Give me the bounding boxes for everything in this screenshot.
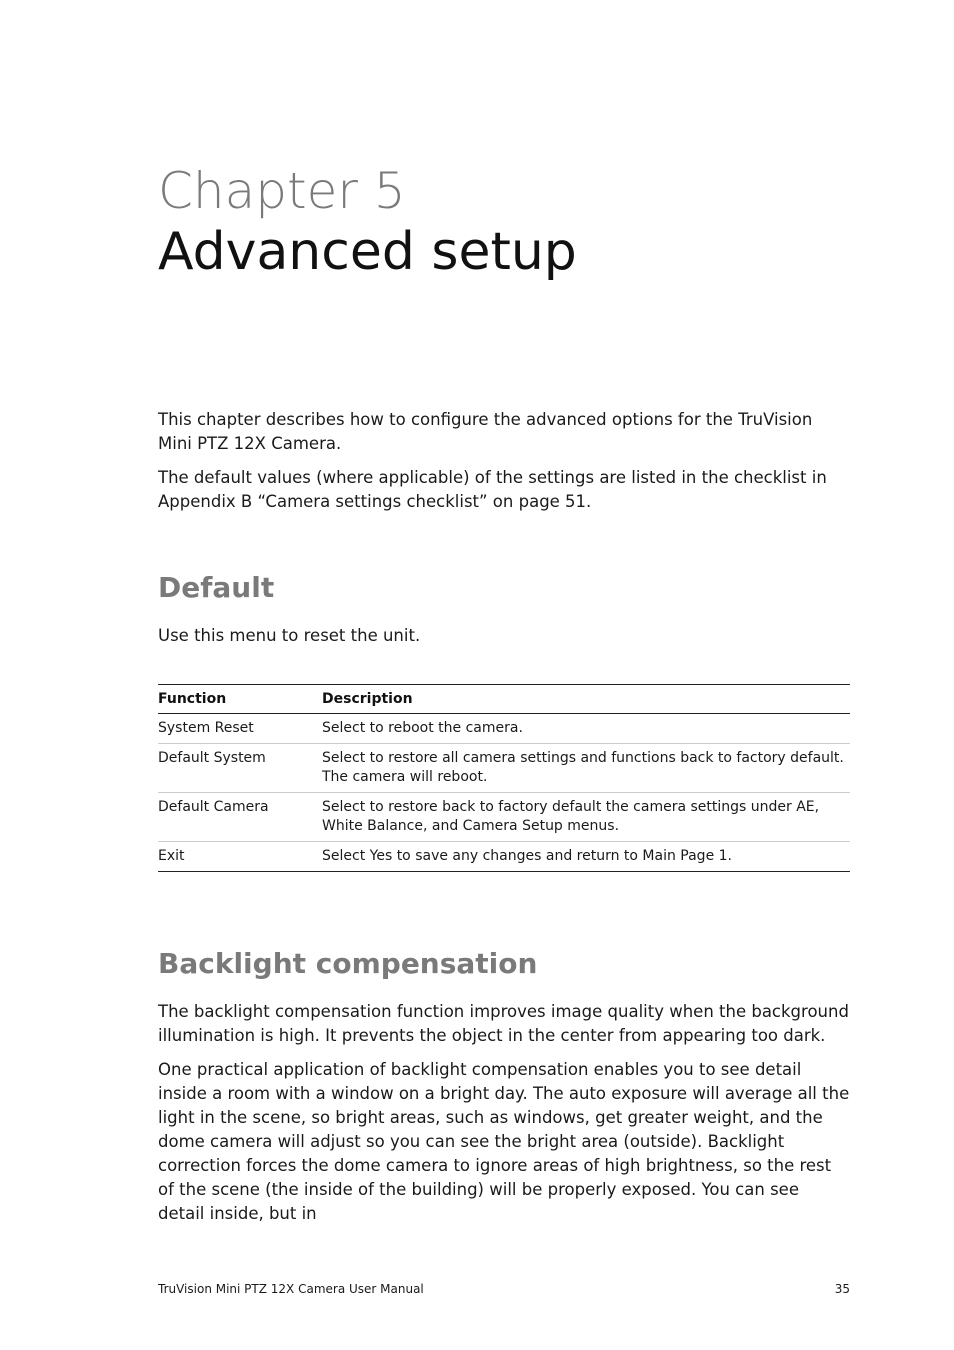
- table-header-function: Function: [158, 685, 322, 714]
- table-cell-description: Select to reboot the camera.: [322, 714, 850, 744]
- page-footer: [158, 1282, 850, 1296]
- table-row: [158, 744, 850, 793]
- default-section: [158, 570, 850, 658]
- table-cell-description: Select Yes to save any changes and return to Main Page 1.: [322, 842, 850, 872]
- chapter-title: Advanced setup: [158, 222, 577, 282]
- default-text: Use this menu to reset the unit.: [158, 626, 421, 645]
- table-cell-description: Select to restore back to factory default the camera settings under AE, White Balance, and Camera Setup menus.: [322, 793, 850, 842]
- table-cell-function: Default Camera: [158, 793, 322, 842]
- footer-page-number: 35: [834, 1282, 850, 1296]
- chapter-number: Chapter 5: [158, 162, 406, 220]
- intro-section: [158, 408, 850, 524]
- table-row: [158, 714, 850, 744]
- default-function-table: [158, 684, 850, 872]
- table-header-description: Description: [322, 685, 850, 714]
- default-heading: Default: [158, 571, 275, 604]
- backlight-section: [158, 946, 850, 1236]
- backlight-heading: Backlight compensation: [158, 947, 538, 980]
- table-row: [158, 793, 850, 842]
- table-row: [158, 842, 850, 872]
- backlight-paragraph: The backlight compensation function improves image quality when the background illumination is high. It prevents the object in the center from appearing too dark.: [158, 1002, 849, 1045]
- table-cell-function: Exit: [158, 842, 322, 872]
- intro-paragraph: This chapter describes how to configure the advanced options for the TruVision Mini PTZ 12X Camera.: [158, 410, 813, 453]
- table-cell-description: Select to restore all camera settings and functions back to factory default. The camera will reboot.: [322, 744, 850, 793]
- table-header-row: [158, 685, 850, 714]
- table-cell-function: System Reset: [158, 714, 322, 744]
- intro-paragraph: The default values (where applicable) of the settings are listed in the checklist in Appendix B “Camera settings checklist” on page 51.: [158, 468, 827, 511]
- table-cell-function: Default System: [158, 744, 322, 793]
- backlight-paragraph: One practical application of backlight compensation enables you to see detail inside a room with a window on a bright day. The auto exposure will average all the light in the scene, so bright areas, such as windows, get greater weight, and the dome camera will adjust so you can see the bright area (outside). Backlight correction forces the dome camera to ignore areas of high brightness, so the rest of the scene (the inside of the building) will be properly exposed. You can see detail inside, but in: [158, 1060, 850, 1223]
- footer-manual-title: TruVision Mini PTZ 12X Camera User Manual: [158, 1282, 424, 1296]
